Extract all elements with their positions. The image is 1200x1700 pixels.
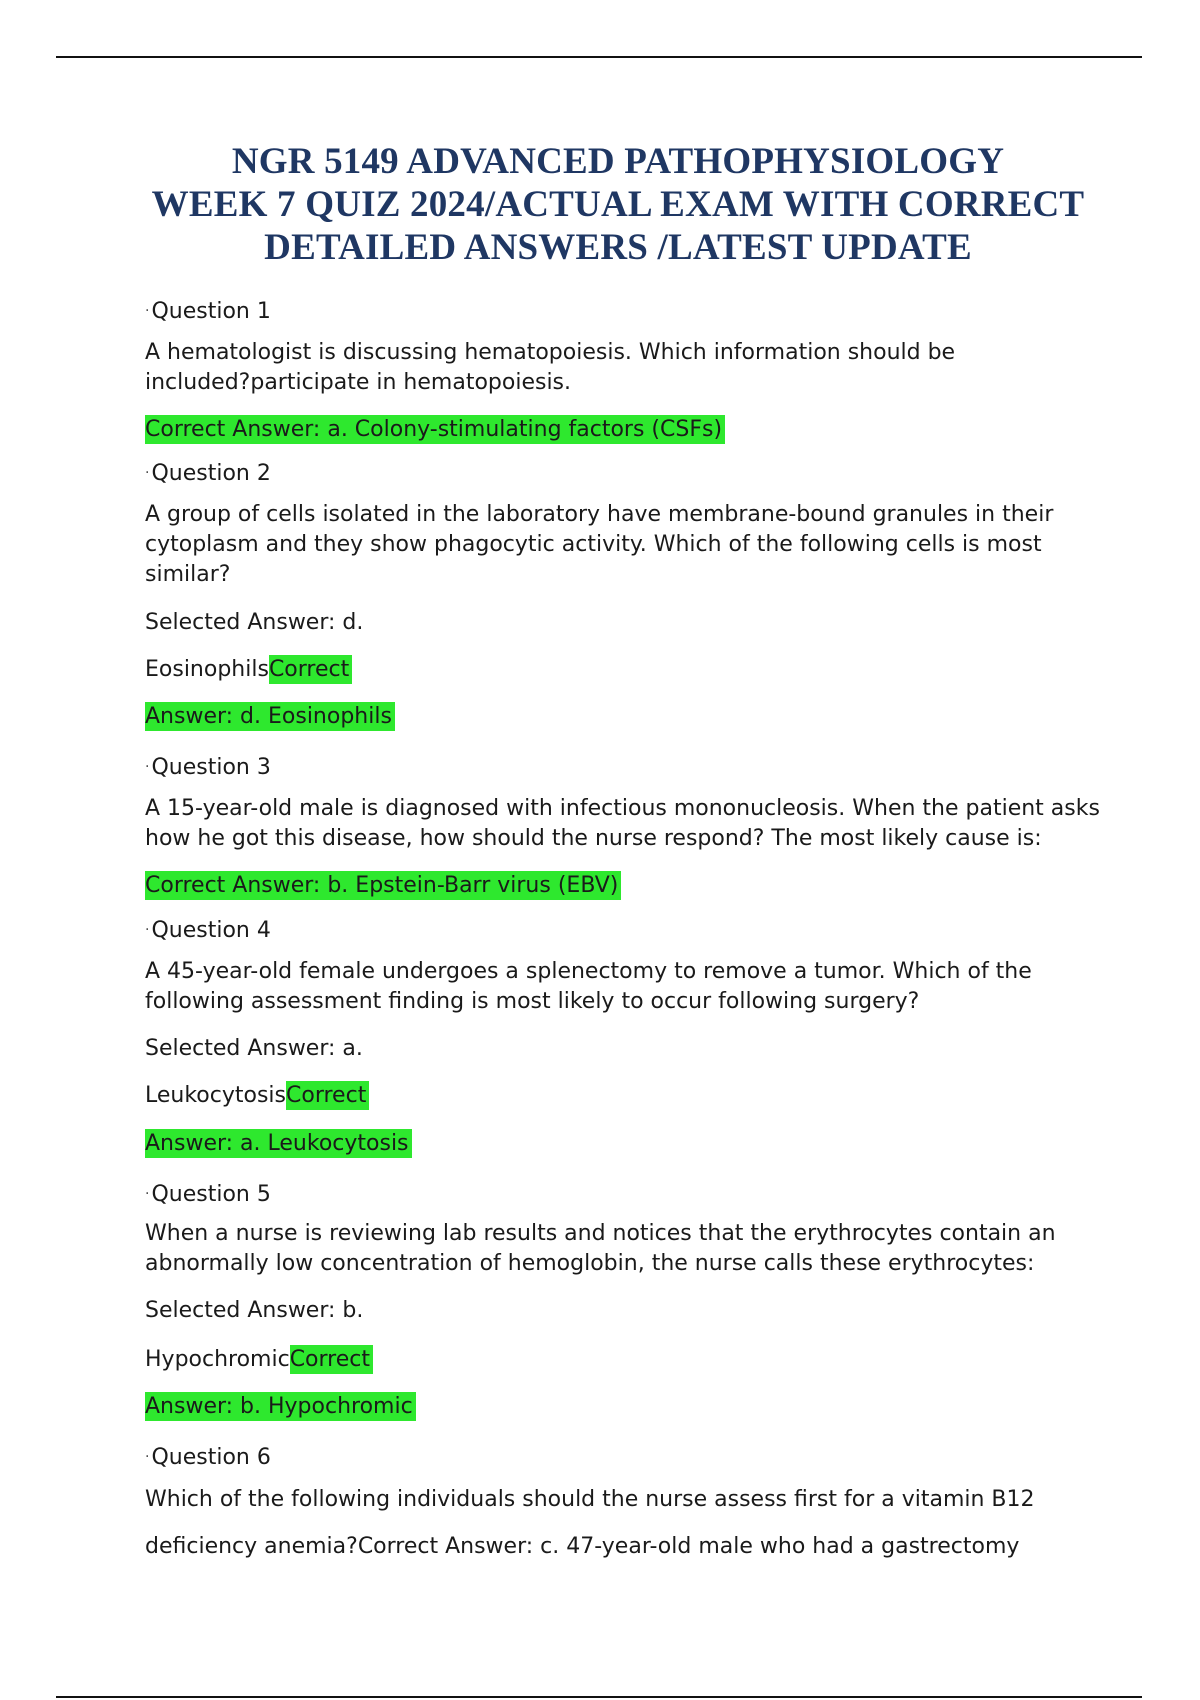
correct-answer: Answer: a. Leukocytosis	[145, 1129, 412, 1159]
bullet-icon: ·	[145, 759, 150, 775]
question-label: ·Question 6	[145, 1445, 271, 1470]
question-text: A group of cells isolated in the laboratory have membrane-bound granules in their	[145, 502, 1054, 527]
selected-value: HypochromicCorrect	[145, 1345, 373, 1375]
correct-answer: Correct Answer: b. Epstein-Barr virus (EBV)	[145, 871, 621, 901]
selected-value: EosinophilsCorrect	[145, 655, 352, 685]
bullet-icon: ·	[145, 1449, 150, 1465]
question-label: ·Question 5	[145, 1182, 271, 1207]
selected-value: LeukocytosisCorrect	[145, 1081, 369, 1111]
correct-answer: Answer: d. Eosinophils	[145, 702, 395, 732]
question-text: following assessment finding is most likely to occur following surgery?	[145, 989, 920, 1014]
question-text: A hematologist is discussing hematopoiesis. Which information should be	[145, 340, 956, 365]
question-text: When a nurse is reviewing lab results and notices that the erythrocytes contain an	[145, 1221, 1056, 1246]
correct-answer: Answer: b. Hypochromic	[145, 1392, 416, 1422]
question-text: abnormally low concentration of hemoglobin, the nurse calls these erythrocytes:	[145, 1251, 1035, 1276]
title-line: NGR 5149 ADVANCED PATHOPHYSIOLOGY	[231, 141, 1005, 182]
bullet-icon: ·	[145, 465, 150, 481]
question-label: ·Question 3	[145, 755, 271, 780]
correct-answer: Correct Answer: a. Colony-stimulating factors (CSFs)	[145, 415, 725, 445]
title-line: DETAILED ANSWERS /LATEST UPDATE	[264, 227, 972, 268]
question-text: cytoplasm and they show phagocytic activity. Which of the following cells is most	[145, 532, 1042, 557]
question-label: ·Question 2	[145, 461, 271, 486]
bullet-icon: ·	[145, 1186, 150, 1202]
question-text: similar?	[145, 562, 231, 587]
question-text: A 15-year-old male is diagnosed with infectious mononucleosis. When the patient asks	[145, 796, 1100, 821]
question-label: ·Question 4	[145, 918, 271, 943]
title-line: WEEK 7 QUIZ 2024/ACTUAL EXAM WITH CORRECT	[151, 184, 1085, 225]
question-text: how he got this disease, how should the nurse respond? The most likely cause is:	[145, 826, 1042, 851]
question-text: A 45-year-old female undergoes a splenectomy to remove a tumor. Which of the	[145, 959, 1032, 984]
question-label: ·Question 1	[145, 299, 271, 324]
selected-answer: Selected Answer: a.	[145, 1036, 363, 1061]
selected-answer: Selected Answer: d.	[145, 610, 364, 635]
question-text: deficiency anemia?Correct Answer: c. 47-year-old male who had a gastrectomy	[145, 1534, 1020, 1559]
bottom-rule	[56, 1696, 1142, 1698]
question-text: Which of the following individuals should the nurse assess first for a vitamin B12	[145, 1487, 1035, 1512]
top-rule	[56, 56, 1142, 58]
bullet-icon: ·	[145, 922, 150, 938]
question-text: included?participate in hematopoiesis.	[145, 370, 572, 395]
document-title	[120, 140, 1116, 269]
selected-answer: Selected Answer: b.	[145, 1298, 364, 1323]
bullet-icon: ·	[145, 303, 150, 319]
